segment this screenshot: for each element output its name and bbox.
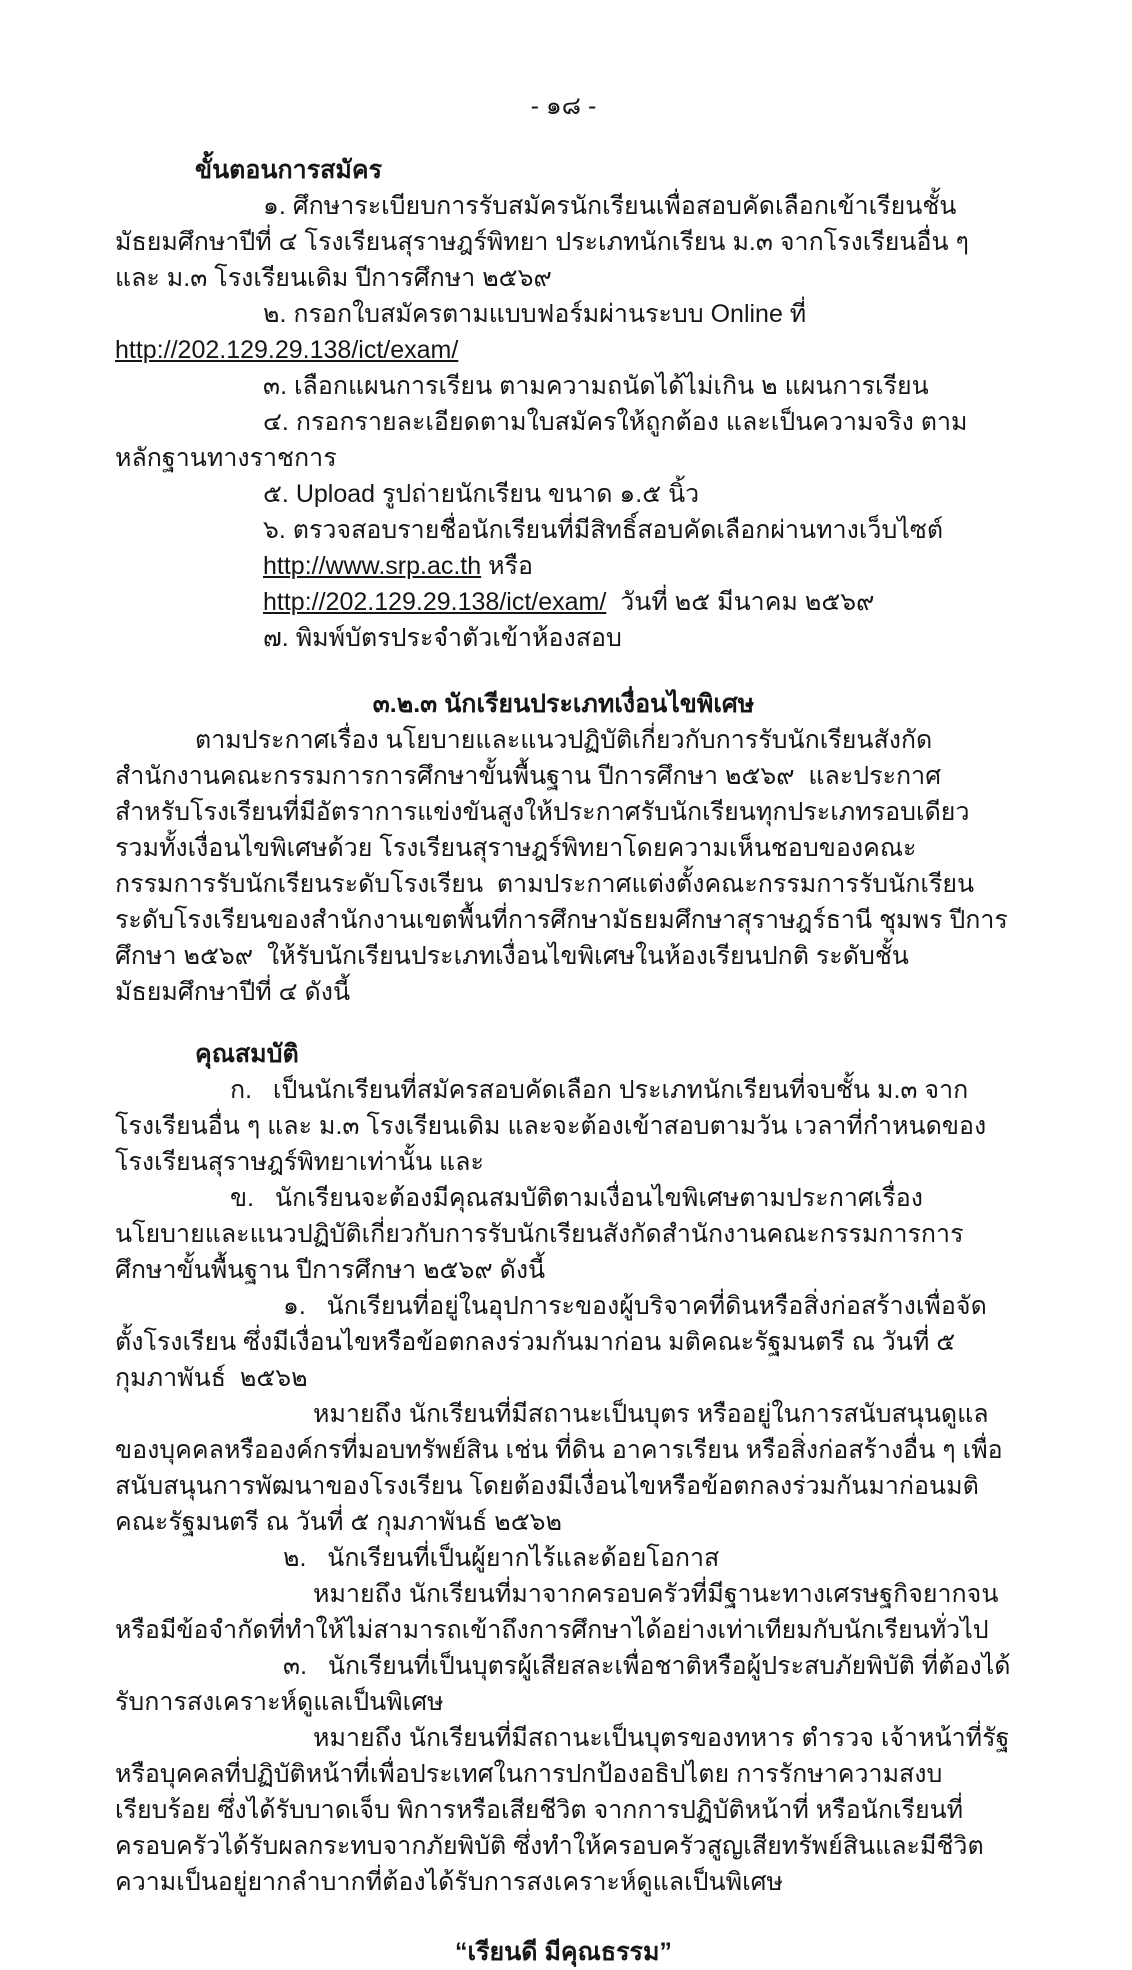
exam-system-link[interactable]: http://202.129.29.138/ict/exam/	[263, 588, 607, 616]
condition-item-3: ๓. นักเรียนที่เป็นบุตรผู้เสียสละเพื่อชาติหรือผู้ประสบภัยพิบัติ ที่ต้องได้รับการสงเคราะห์ดูแลเป็นพิเศษ	[115, 1652, 1011, 1716]
application-step-4: ๔. กรอกรายละเอียดตามใบสมัครให้ถูกต้อง และเป็นความจริง ตามหลักฐานทางราชการ	[115, 408, 968, 472]
special-condition-intro-paragraph: ตามประกาศเรื่อง นโยบายและแนวปฏิบัติเกี่ยวกับการรับนักเรียนสังกัดสำนักงานคณะกรรมการการศึกษาขั้นพื้นฐาน ปีการศึกษา ๒๕๖๙ และประกาศสำหรับโรงเรียนที่มีอัตราการแข่งขันสูงให้ประกาศรับนักเรียนทุกประเภทรอบเดียวรวมทั้งเงื่อนไขพิเศษด้วย โรงเรียนสุราษฎร์พิทยาโดยความเห็นชอบของคณะกรรมการรับนักเรียนระดับโรงเรียน ตามประกาศแต่งตั้งคณะกรรมการรับนักเรียนระดับโรงเรียนของสำนักงานเขตพื้นที่การศึกษามัธยมศึกษาสุราษฎร์ธานี ชุมพร ปีการศึกษา ๒๕๖๙ ให้รับนักเรียนประเภทเงื่อนไขพิเศษในห้องเรียนปกติ ระดับชั้นมัธยมศึกษาปีที่ ๔ ดังนี้	[115, 726, 1008, 1006]
condition-item-1: ๑. นักเรียนที่อยู่ในอุปการะของผู้บริจาคที่ดินหรือสิ่งก่อสร้างเพื่อจัดตั้งโรงเรียน ซึ่งมีเงื่อนไขหรือข้อตกลงร่วมกันมาก่อน มติคณะรัฐมนตรี ณ วันที่ ๕ กุมภาพันธ์ ๒๕๖๒	[115, 1292, 987, 1392]
application-step-6-or: หรือ	[481, 552, 534, 580]
application-step-2	[115, 296, 1012, 368]
qualification-item-a: ก. เป็นนักเรียนที่สมัครสอบคัดเลือก ประเภทนักเรียนที่จบชั้น ม.๓ จากโรงเรียนอื่น ๆ และ ม.๓ โรงเรียนเดิม และจะต้องเข้าสอบตามวัน เวลาที่กำหนดของโรงเรียนสุราษฎร์พิทยาเท่านั้น และ	[115, 1076, 987, 1176]
special-condition-section-heading: ๓.๒.๓ นักเรียนประเภทเงื่อนไขพิเศษ	[372, 690, 755, 718]
school-website-link[interactable]: http://www.srp.ac.th	[263, 552, 482, 580]
application-step-6-date: วันที่ ๒๕ มีนาคม ๒๕๖๙	[606, 588, 875, 616]
application-steps-heading: ขั้นตอนการสมัคร	[195, 156, 383, 184]
condition-meaning-3: หมายถึง นักเรียนที่มีสถานะเป็นบุตรของทหาร ตำรวจ เจ้าหน้าที่รัฐ หรือบุคคลที่ปฏิบัติหน้าที่เพื่อประเทศในการปกป้องอธิปไตย การรักษาความสงบเรียบร้อย ซึ่งได้รับบาดเจ็บ พิการหรือเสียชีวิต จากการปฏิบัติหน้าที่ หรือนักเรียนที่ครอบครัวได้รับผลกระทบจากภัยพิบัติ ซึ่งทำให้ครอบครัวสูญเสียทรัพย์สินและมีชีวิตความเป็นอยู่ยากลำบากที่ต้องได้รับการสงเคราะห์ดูแลเป็นพิเศษ	[115, 1724, 1010, 1896]
condition-item-2: ๒. นักเรียนที่เป็นผู้ยากไร้และด้อยโอกาส	[283, 1544, 720, 1572]
document-page	[0, 88, 1132, 1970]
page-number: - ๑๘ -	[530, 92, 597, 120]
application-step-6	[263, 512, 1012, 620]
application-step-6-text: ๖. ตรวจสอบรายชื่อนักเรียนที่มีสิทธิ์สอบคัดเลือกผ่านทางเว็บไซต์	[263, 516, 944, 544]
application-step-2-text: ๒. กรอกใบสมัครตามแบบฟอร์มผ่านระบบ Online ที่	[263, 300, 814, 328]
application-step-3: ๓. เลือกแผนการเรียน ตามความถนัดได้ไม่เกิน ๒ แผนการเรียน	[263, 372, 929, 400]
condition-meaning-1: หมายถึง นักเรียนที่มีสถานะเป็นบุตร หรืออยู่ในการสนับสนุนดูแลของบุคคลหรือองค์กรที่มอบทรัพย์สิน เช่น ที่ดิน อาคารเรียน หรือสิ่งก่อสร้างอื่น ๆ เพื่อสนับสนุนการพัฒนาของโรงเรียน โดยต้องมีเงื่อนไขหรือข้อตกลงร่วมกันมาก่อนมติคณะรัฐมนตรี ณ วันที่ ๕ กุมภาพันธ์ ๒๕๖๒	[115, 1400, 1003, 1536]
school-motto: “เรียนดี มีคุณธรรม”	[455, 1938, 672, 1966]
application-step-5: ๕. Upload รูปถ่ายนักเรียน ขนาด ๑.๕ นิ้ว	[263, 480, 700, 508]
condition-meaning-2: หมายถึง นักเรียนที่มาจากครอบครัวที่มีฐานะทางเศรษฐกิจยากจน หรือมีข้อจำกัดที่ทำให้ไม่สามารถเข้าถึงการศึกษาได้อย่างเท่าเทียมกับนักเรียนทั่วไป	[115, 1580, 999, 1644]
application-step-7: ๗. พิมพ์บัตรประจำตัวเข้าห้องสอบ	[263, 624, 622, 652]
qualification-item-b: ข. นักเรียนจะต้องมีคุณสมบัติตามเงื่อนไขพิเศษตามประกาศเรื่อง นโยบายและแนวปฏิบัติเกี่ยวกับการรับนักเรียนสังกัดสำนักงานคณะกรรมการการศึกษาขั้นพื้นฐาน ปีการศึกษา ๒๕๖๙ ดังนี้	[115, 1184, 964, 1284]
application-step-1: ๑. ศึกษาระเบียบการรับสมัครนักเรียนเพื่อสอบคัดเลือกเข้าเรียนชั้นมัธยมศึกษาปีที่ ๔ โรงเรียนสุราษฎร์พิทยา ประเภทนักเรียน ม.๓ จากโรงเรียนอื่น ๆ และ ม.๓ โรงเรียนเดิม ปีการศึกษา ๒๕๖๙	[115, 192, 969, 292]
qualifications-heading: คุณสมบัติ	[195, 1040, 299, 1068]
online-form-link[interactable]: http://202.129.29.138/ict/exam/	[115, 336, 459, 364]
